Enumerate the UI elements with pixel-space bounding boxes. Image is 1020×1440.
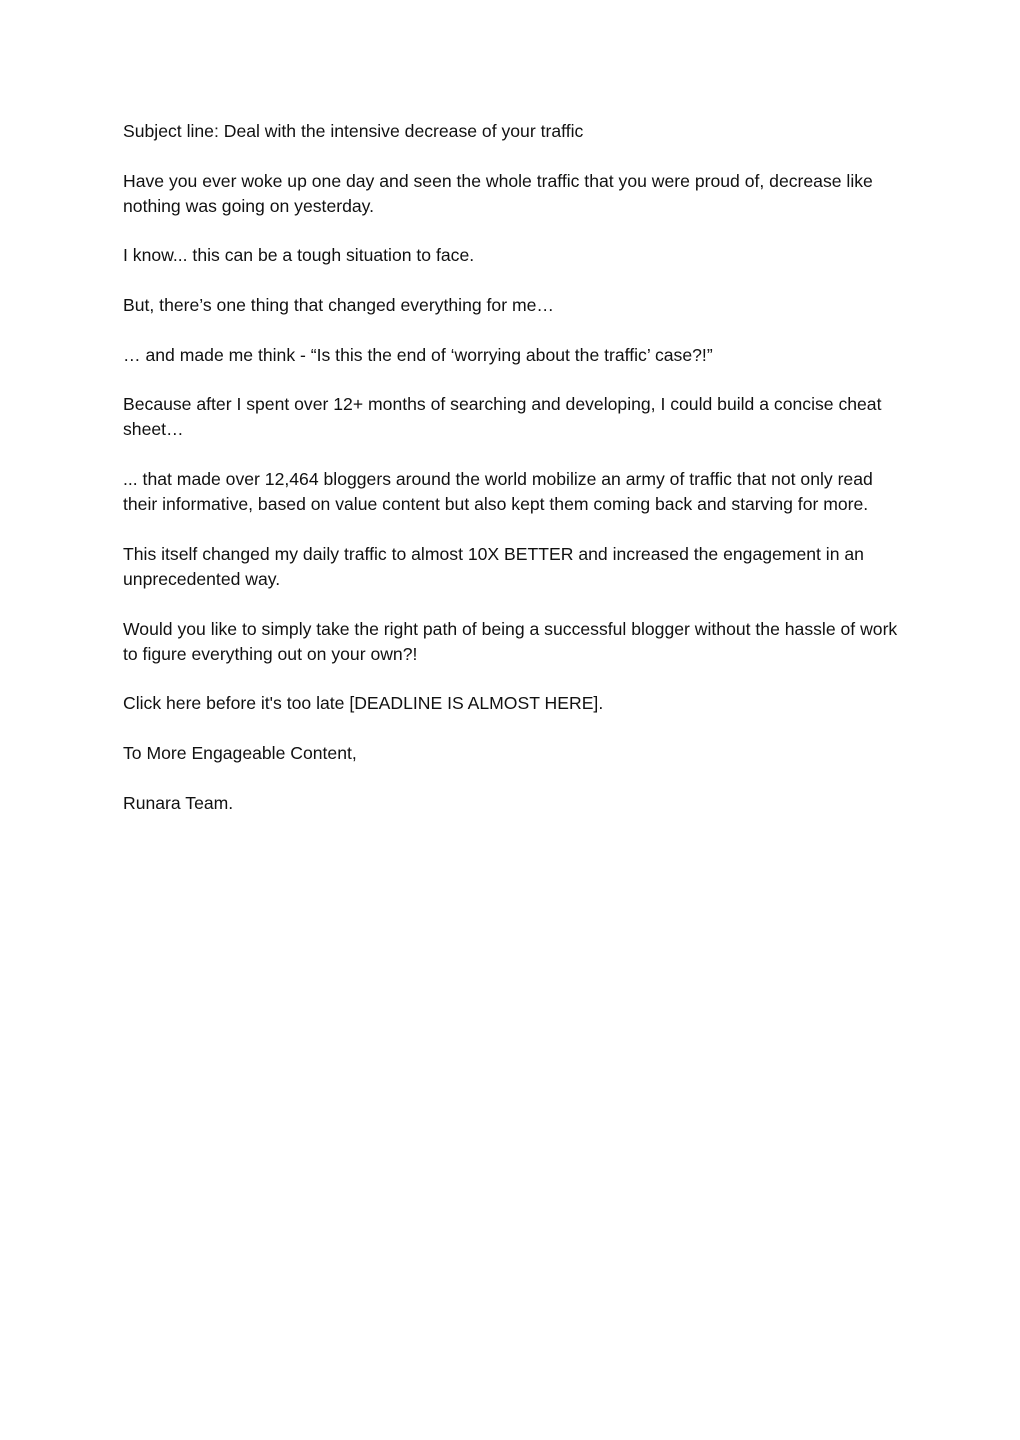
paragraph-turning-point: But, there’s one thing that changed everything for me… <box>123 295 554 316</box>
email-body <box>123 119 898 840</box>
subject-line: Subject line: Deal with the intensive decrease of your traffic <box>123 121 584 141</box>
signature: Runara Team. <box>123 792 234 813</box>
paragraph-cheat-sheet: Because after I spent over 12+ months of searching and developing, I could build a concise cheat sheet… <box>123 394 882 440</box>
paragraph-offer: Would you like to simply take the right path of being a successful blogger without the hassle of work to figure everything out on your own?! <box>123 618 898 664</box>
paragraph-intro: Have you ever woke up one day and seen the whole traffic that you were proud of, decrease like nothing was going on yesterday. <box>123 170 873 216</box>
sign-off: To More Engageable Content, <box>123 742 357 763</box>
paragraph-social-proof: ... that made over 12,464 bloggers around the world mobilize an army of traffic that not only read their informative, based on value content but also kept them coming back and starving for more. <box>123 469 873 515</box>
call-to-action: Click here before it's too late [DEADLINE IS ALMOST HERE]. <box>123 693 604 714</box>
paragraph-result: This itself changed my daily traffic to almost 10X BETTER and increased the engagement in an unprecedented way. <box>123 543 864 589</box>
paragraph-empathy: I know... this can be a tough situation to face. <box>123 245 475 266</box>
paragraph-question: … and made me think - “Is this the end of ‘worrying about the traffic’ case?!” <box>123 344 713 365</box>
